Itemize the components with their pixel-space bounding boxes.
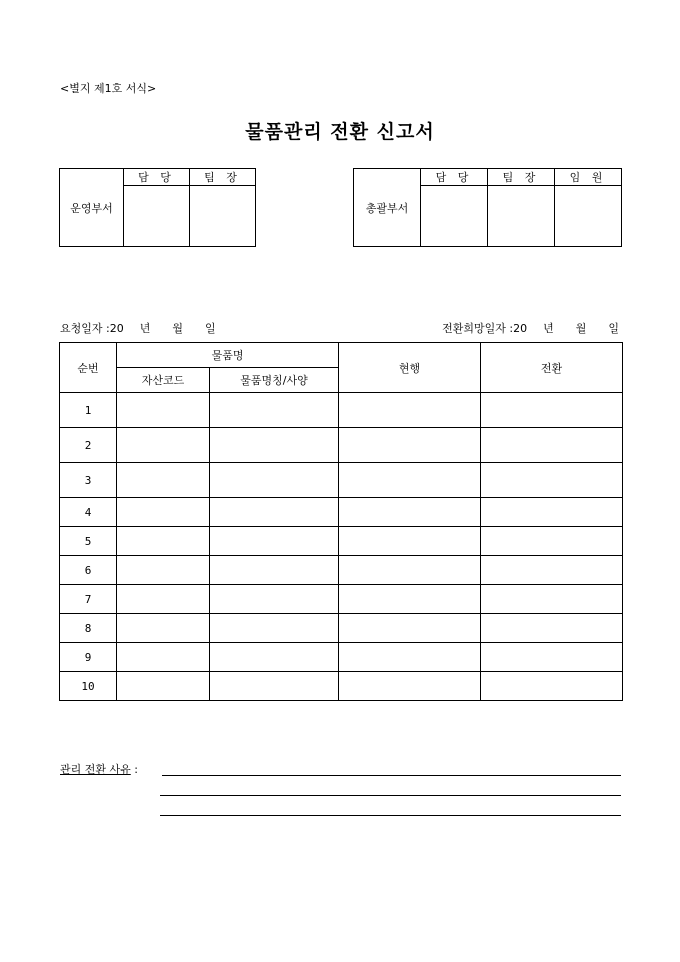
approval-role-staff: 담 당 <box>421 169 488 186</box>
asset-code-cell[interactable] <box>117 393 210 428</box>
form-number-label: <별지 제1호 서식> <box>60 82 157 95</box>
signature-cell-executive[interactable] <box>555 186 622 247</box>
row-number: 4 <box>60 498 117 527</box>
conversion-items-table <box>59 342 623 701</box>
header-asset-code: 자산코드 <box>117 368 210 393</box>
table-row <box>60 428 623 463</box>
row-number: 9 <box>60 643 117 672</box>
row-number: 2 <box>60 428 117 463</box>
current-cell[interactable] <box>339 527 481 556</box>
request-date-label: 요청일자 : <box>60 322 110 335</box>
conversion-cell[interactable] <box>481 672 623 701</box>
asset-code-cell[interactable] <box>117 527 210 556</box>
current-cell[interactable] <box>339 643 481 672</box>
asset-code-cell[interactable] <box>117 614 210 643</box>
conversion-cell[interactable] <box>481 428 623 463</box>
asset-code-cell[interactable] <box>117 556 210 585</box>
item-spec-cell[interactable] <box>210 614 339 643</box>
current-cell[interactable] <box>339 585 481 614</box>
table-row <box>60 585 623 614</box>
request-date-year-prefix[interactable]: 20 <box>109 322 124 335</box>
current-cell[interactable] <box>339 672 481 701</box>
asset-code-cell[interactable] <box>117 428 210 463</box>
row-number: 7 <box>60 585 117 614</box>
asset-code-cell[interactable] <box>117 643 210 672</box>
item-spec-cell[interactable] <box>210 498 339 527</box>
header-item-spec: 물품명칭/사양 <box>210 368 339 393</box>
item-spec-cell[interactable] <box>210 463 339 498</box>
table-row <box>60 672 623 701</box>
approval-role-team-leader: 팀 장 <box>488 169 555 186</box>
asset-code-cell[interactable] <box>117 672 210 701</box>
current-cell[interactable] <box>339 393 481 428</box>
desired-date-year-unit: 년 <box>543 322 554 335</box>
document-title: 물품관리 전환 신고서 <box>245 121 435 143</box>
conversion-cell[interactable] <box>481 585 623 614</box>
table-row <box>60 643 623 672</box>
item-spec-cell[interactable] <box>210 556 339 585</box>
row-number: 8 <box>60 614 117 643</box>
current-cell[interactable] <box>339 614 481 643</box>
asset-code-cell[interactable] <box>117 585 210 614</box>
table-row <box>60 527 623 556</box>
row-number: 6 <box>60 556 117 585</box>
row-number: 3 <box>60 463 117 498</box>
reason-section <box>60 761 138 777</box>
signature-cell-staff[interactable] <box>421 186 488 247</box>
item-spec-cell[interactable] <box>210 643 339 672</box>
conversion-cell[interactable] <box>481 556 623 585</box>
item-spec-cell[interactable] <box>210 527 339 556</box>
approval-box-operating-dept <box>59 168 256 247</box>
request-date <box>60 320 216 336</box>
header-current: 현행 <box>339 343 481 393</box>
asset-code-cell[interactable] <box>117 498 210 527</box>
asset-code-cell[interactable] <box>117 463 210 498</box>
current-cell[interactable] <box>339 498 481 527</box>
conversion-cell[interactable] <box>481 643 623 672</box>
approval-role-executive: 임 원 <box>555 169 622 186</box>
operating-dept-label: 운영부서 <box>60 169 124 247</box>
table-row <box>60 463 623 498</box>
item-spec-cell[interactable] <box>210 428 339 463</box>
conversion-cell[interactable] <box>481 614 623 643</box>
row-number: 10 <box>60 672 117 701</box>
approval-box-general-dept <box>353 168 622 247</box>
desired-date-label: 전환희망일자 : <box>442 322 514 335</box>
conversion-cell[interactable] <box>481 463 623 498</box>
desired-date <box>442 320 619 336</box>
desired-date-day-unit: 일 <box>608 322 619 335</box>
row-number: 5 <box>60 527 117 556</box>
reason-line-2[interactable] <box>160 795 621 796</box>
header-seq: 순번 <box>60 343 117 393</box>
item-spec-cell[interactable] <box>210 672 339 701</box>
approval-role-staff: 담 당 <box>124 169 190 186</box>
current-cell[interactable] <box>339 556 481 585</box>
table-row <box>60 556 623 585</box>
item-spec-cell[interactable] <box>210 585 339 614</box>
signature-cell-team-leader[interactable] <box>190 186 256 247</box>
current-cell[interactable] <box>339 428 481 463</box>
desired-date-month-unit: 월 <box>575 322 587 335</box>
request-date-month-unit: 월 <box>172 322 183 335</box>
reason-line-1[interactable] <box>162 775 621 776</box>
signature-cell-team-leader[interactable] <box>488 186 555 247</box>
conversion-cell[interactable] <box>481 527 623 556</box>
header-conversion: 전환 <box>481 343 623 393</box>
current-cell[interactable] <box>339 463 481 498</box>
desired-date-year-prefix[interactable]: 20 <box>513 322 528 335</box>
reason-line-3[interactable] <box>160 815 621 816</box>
table-row <box>60 498 623 527</box>
reason-colon: : <box>134 763 138 776</box>
conversion-cell[interactable] <box>481 393 623 428</box>
item-spec-cell[interactable] <box>210 393 339 428</box>
request-date-day-unit: 일 <box>205 322 216 335</box>
header-item-name: 물품명 <box>117 343 339 368</box>
table-row <box>60 393 623 428</box>
approval-role-team-leader: 팀 장 <box>190 169 256 186</box>
signature-cell-staff[interactable] <box>124 186 190 247</box>
reason-label: 관리 전환 사유 <box>60 763 131 776</box>
conversion-cell[interactable] <box>481 498 623 527</box>
table-row <box>60 614 623 643</box>
general-dept-label: 총괄부서 <box>354 169 421 247</box>
row-number: 1 <box>60 393 117 428</box>
request-date-year-unit: 년 <box>139 322 151 335</box>
